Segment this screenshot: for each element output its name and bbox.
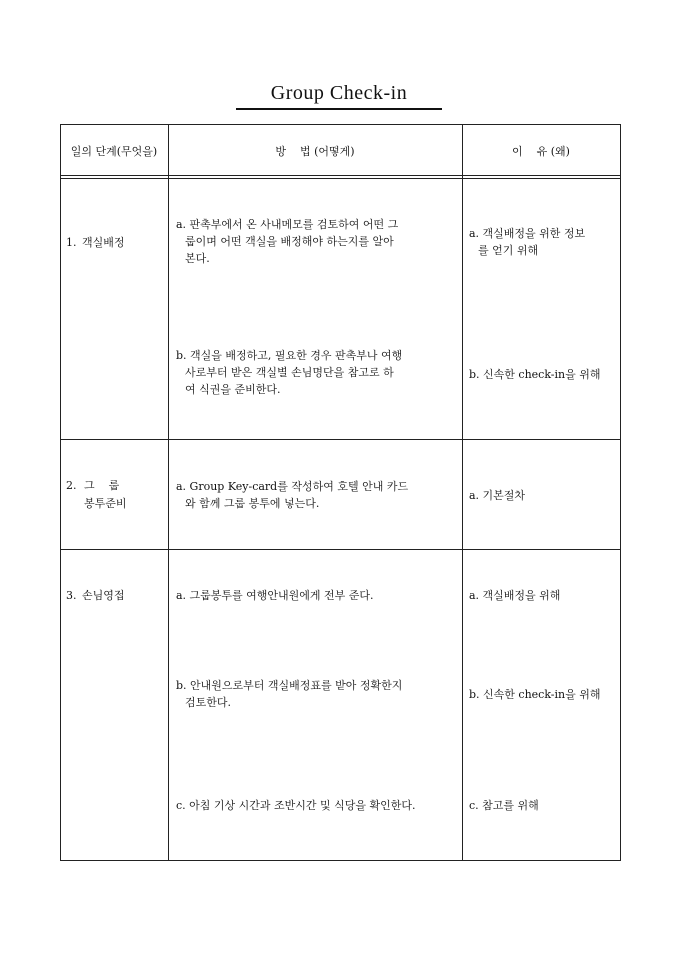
header-step-label: 일의 단계(무엇을) bbox=[70, 145, 158, 158]
reason-line: a. 기본절차 bbox=[469, 489, 526, 502]
method-text bbox=[176, 347, 458, 398]
header-reason bbox=[462, 126, 620, 176]
method-text bbox=[176, 216, 458, 267]
header-method bbox=[168, 126, 462, 176]
header-reason-label: 이 유 (왜) bbox=[512, 145, 570, 158]
header-bottom-border-double bbox=[60, 178, 620, 179]
method-line: 와 함께 그룹 봉투에 넣는다. bbox=[185, 497, 320, 510]
method-line: c. 아침 기상 시간과 조반시간 및 식당을 확인한다. bbox=[176, 799, 416, 812]
method-line: 여 식권을 준비한다. bbox=[185, 383, 281, 396]
reason-line: 를 얻기 위해 bbox=[478, 244, 539, 257]
header-step bbox=[60, 126, 168, 176]
method-line: b. 안내원으로부터 객실배정표를 받아 정확한지 bbox=[176, 679, 403, 692]
reason-line: a. 객실배정을 위한 정보 bbox=[469, 227, 586, 240]
reason-line: c. 참고를 위해 bbox=[469, 799, 539, 812]
reason-line: b. 신속한 check-in을 위해 bbox=[469, 688, 601, 701]
step-label: 그 룹 bbox=[84, 479, 120, 492]
step-number: 1. bbox=[66, 236, 77, 249]
header-method-label: 방 법 (어떻게) bbox=[275, 145, 355, 158]
row-divider bbox=[60, 549, 620, 550]
step-number: 2. bbox=[66, 479, 77, 492]
reason-line: a. 객실배정을 위해 bbox=[469, 589, 561, 602]
table-left-border bbox=[60, 124, 61, 861]
reason-line: b. 신속한 check-in을 위해 bbox=[469, 368, 601, 381]
table-bottom-border bbox=[60, 860, 620, 861]
method-text bbox=[176, 478, 458, 512]
method-text bbox=[176, 797, 458, 814]
method-line: b. 객실을 배정하고, 필요한 경우 판촉부나 여행 bbox=[176, 349, 403, 362]
reason-text bbox=[469, 686, 617, 703]
column-divider bbox=[462, 124, 463, 861]
reason-text bbox=[469, 487, 617, 504]
method-text bbox=[176, 587, 458, 604]
method-text bbox=[176, 677, 458, 711]
step-label: 손님영접 bbox=[82, 589, 125, 602]
reason-text bbox=[469, 366, 617, 383]
reason-text bbox=[469, 587, 617, 604]
method-line: a. Group Key-card를 작성하여 호텔 안내 카드 bbox=[176, 480, 409, 493]
table-top-border bbox=[60, 124, 620, 125]
step-label-line2: 봉투준비 bbox=[84, 497, 127, 510]
table-right-border bbox=[620, 124, 621, 861]
method-line: a. 판촉부에서 온 사내메모를 검토하여 어떤 그 bbox=[176, 218, 399, 231]
reason-text bbox=[469, 797, 617, 814]
method-line: 룹이며 어떤 객실을 배정해야 하는지를 알아 bbox=[185, 235, 394, 248]
method-line: 본다. bbox=[185, 252, 210, 265]
reason-text bbox=[469, 225, 617, 259]
method-line: a. 그룹봉투를 여행안내원에게 전부 준다. bbox=[176, 589, 374, 602]
row-divider bbox=[60, 439, 620, 440]
method-line: 사로부터 받은 객실별 손님명단을 참고로 하 bbox=[185, 366, 394, 379]
document-title: Group Check-in bbox=[236, 80, 442, 110]
step-number: 3. bbox=[66, 589, 77, 602]
method-line: 검토한다. bbox=[185, 696, 232, 709]
step-label: 객실배정 bbox=[82, 236, 125, 249]
column-divider bbox=[168, 124, 169, 861]
